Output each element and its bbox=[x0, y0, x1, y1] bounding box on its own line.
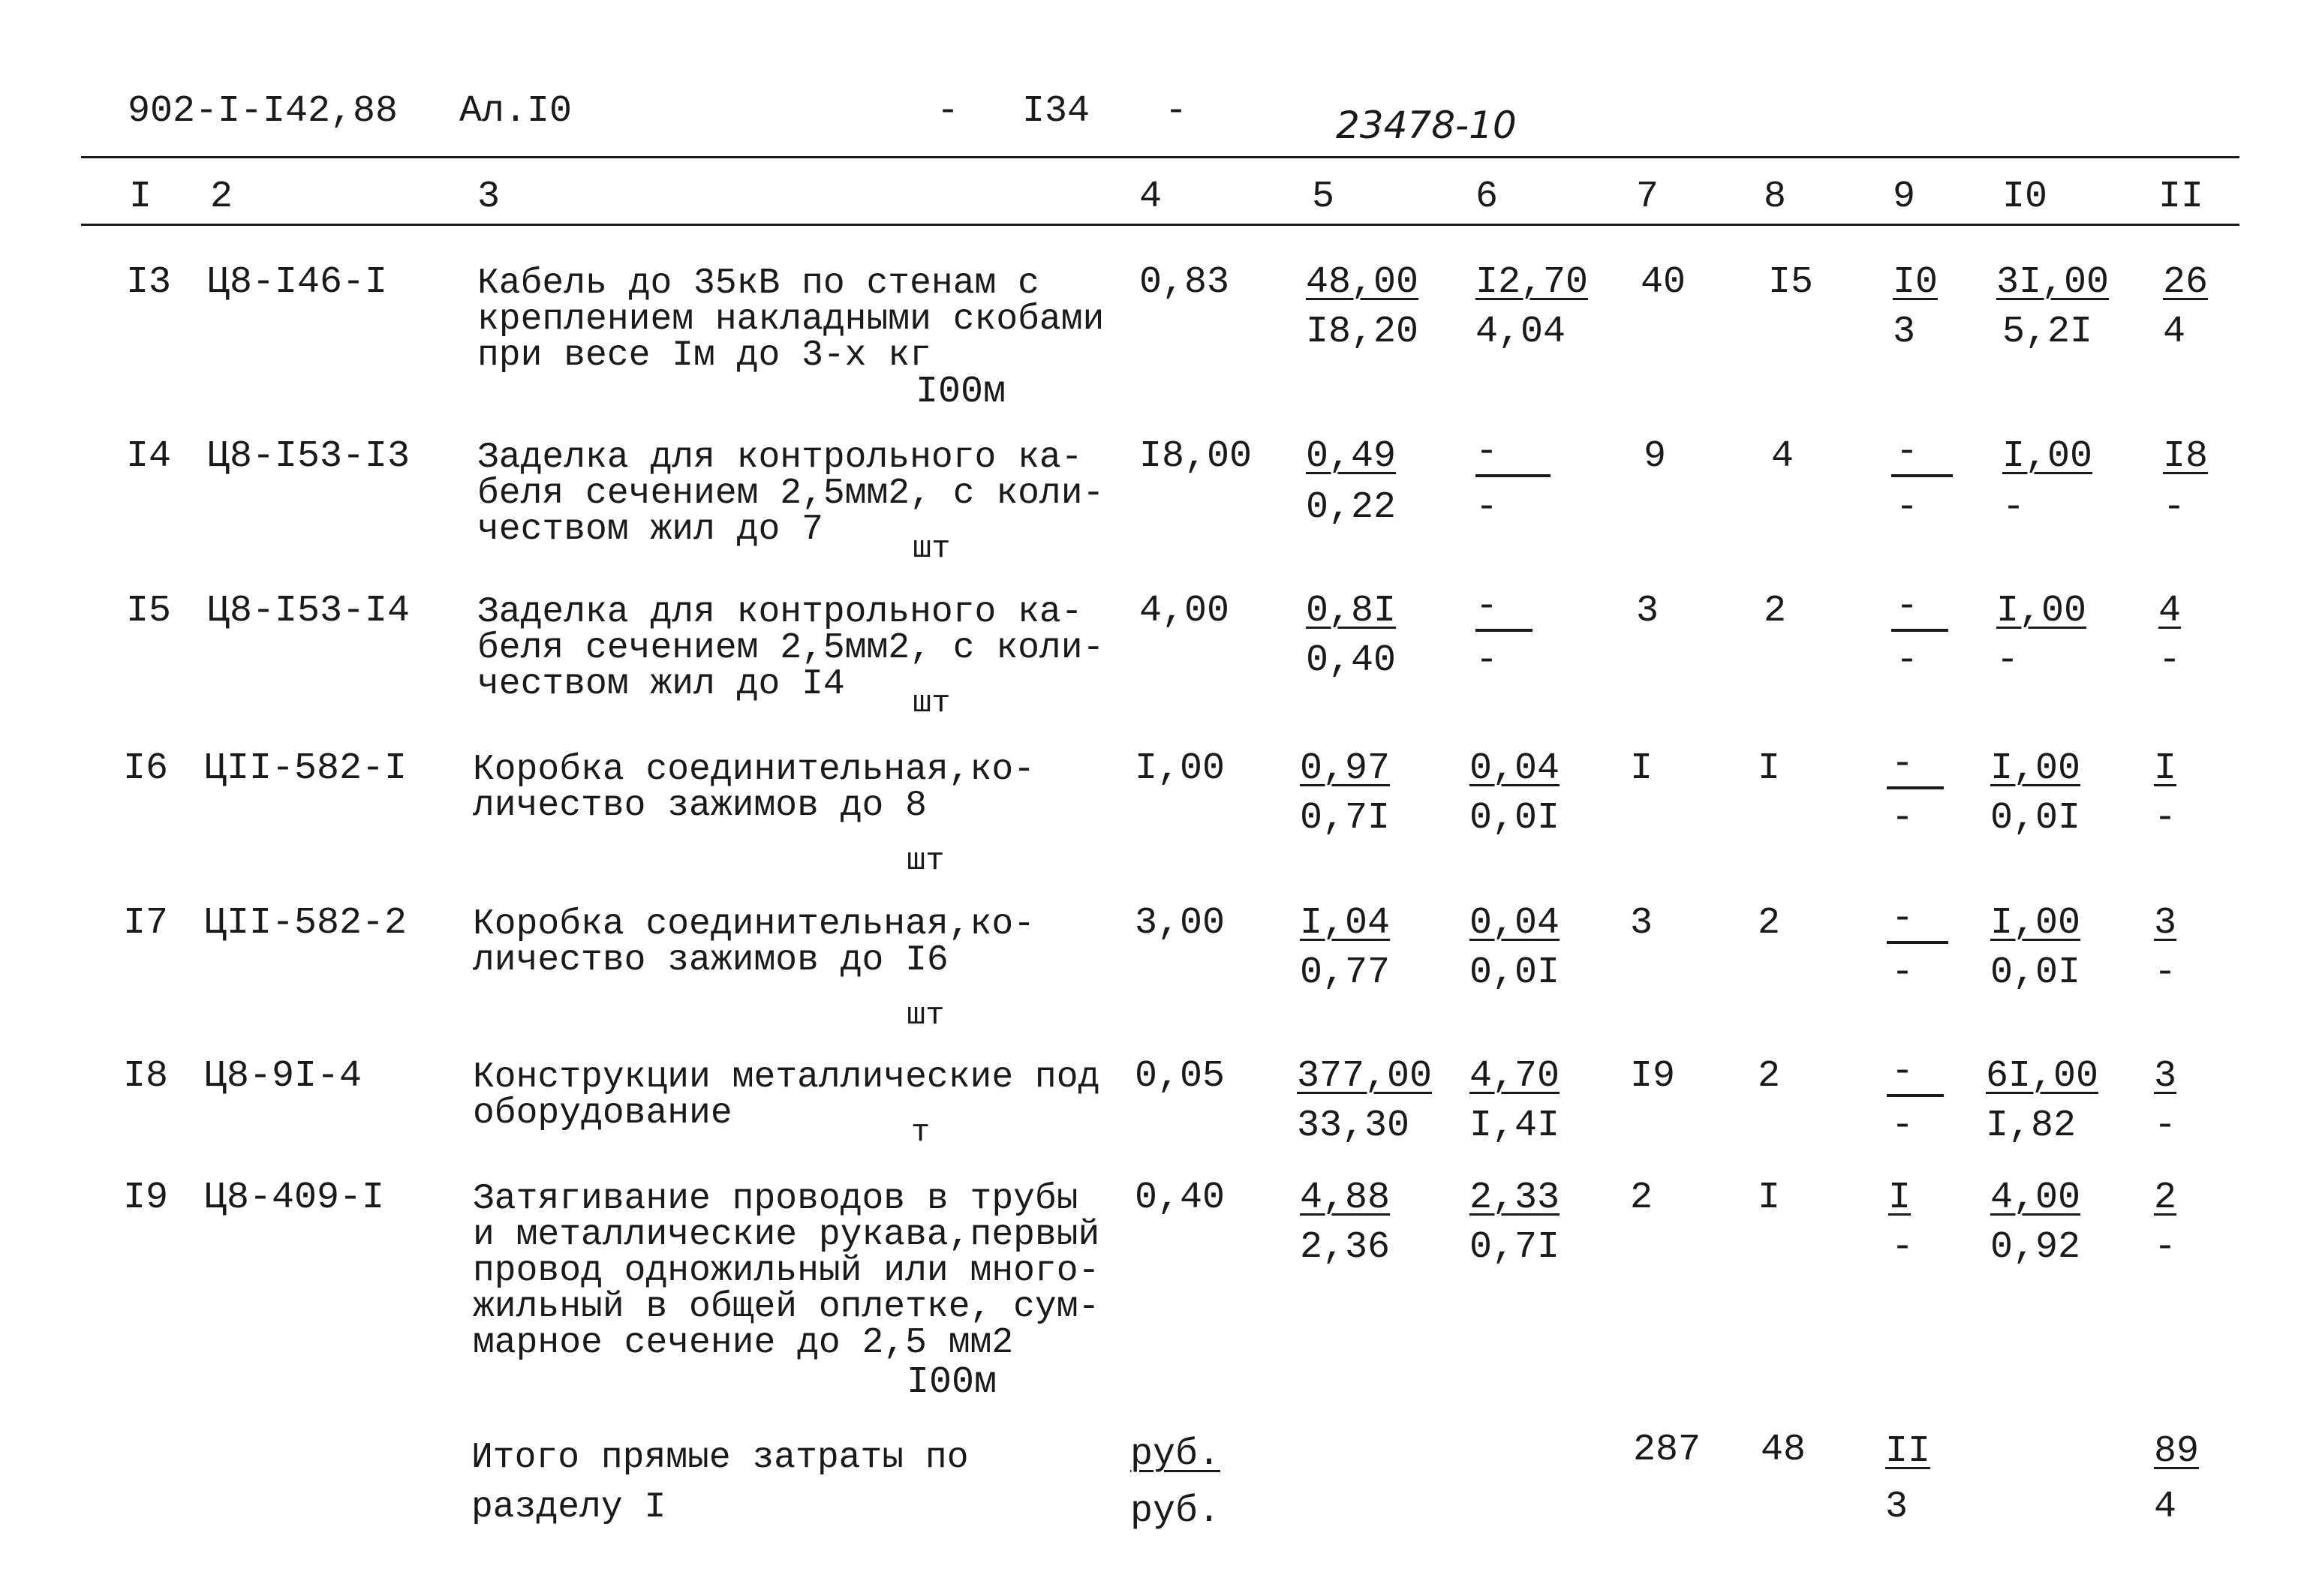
row-unit: шт bbox=[907, 843, 945, 879]
total-unit-top: руб. bbox=[1130, 1433, 1221, 1476]
col5-top: 0,49 bbox=[1306, 435, 1397, 478]
col6-top: - bbox=[1475, 431, 1499, 473]
col9-underline bbox=[1891, 629, 1948, 632]
col11-bottom: - bbox=[2158, 639, 2182, 682]
col-header-2: 2 bbox=[210, 176, 233, 218]
row-number: I6 bbox=[123, 747, 169, 790]
col11-top: 3 bbox=[2154, 902, 2177, 945]
col11-bottom: 4 bbox=[2163, 311, 2186, 353]
col9-bottom: 3 bbox=[1893, 311, 1916, 353]
col-header-3: 3 bbox=[477, 176, 501, 218]
col11-bottom: - bbox=[2163, 486, 2186, 529]
row-code: Ц8-I53-I4 bbox=[207, 590, 411, 633]
col10-bottom: 0,0I bbox=[1990, 951, 2081, 994]
col9-bottom: - bbox=[1896, 486, 1919, 529]
col11-bottom: - bbox=[2154, 951, 2177, 994]
col9-top: - bbox=[1896, 431, 1919, 473]
col6-top: 2,33 bbox=[1469, 1177, 1560, 1219]
col10-bottom: 0,92 bbox=[1990, 1226, 2081, 1269]
row-code: Ц8-9I-4 bbox=[204, 1055, 362, 1098]
col10-top: 6I,00 bbox=[1986, 1055, 2099, 1098]
total-col9-top: II bbox=[1885, 1430, 1931, 1473]
col11-top: I8 bbox=[2163, 435, 2209, 478]
col10-bottom: - bbox=[1996, 639, 2020, 682]
row-description: Кабель до 35кВ по стенам с креплением накладными скобами при весе Iм до 3-х кг bbox=[477, 263, 1105, 376]
total-col11-bottom: 4 bbox=[2154, 1486, 2177, 1528]
col11-top: 3 bbox=[2154, 1055, 2177, 1098]
col6-bottom: - bbox=[1475, 639, 1499, 682]
col8-value: 2 bbox=[1758, 902, 1781, 945]
col-header-11: II bbox=[2158, 176, 2204, 218]
col5-top: 48,00 bbox=[1306, 261, 1419, 304]
col6-bottom: - bbox=[1475, 486, 1499, 529]
col5-top: 4,88 bbox=[1300, 1177, 1391, 1219]
col9-top: - bbox=[1891, 897, 1914, 940]
row-unit: I00м bbox=[916, 371, 1006, 413]
col7-value: I bbox=[1630, 747, 1653, 790]
col5-bottom: 0,22 bbox=[1306, 486, 1397, 529]
col-header-5: 5 bbox=[1312, 176, 1335, 218]
row-unit: шт bbox=[913, 530, 951, 567]
row-quantity: I,00 bbox=[1135, 747, 1226, 790]
col8-value: 2 bbox=[1758, 1055, 1781, 1098]
row-number: I7 bbox=[123, 902, 169, 945]
col-header-10: I0 bbox=[2002, 176, 2048, 218]
col8-value: 4 bbox=[1771, 435, 1794, 478]
col11-bottom: - bbox=[2154, 1226, 2177, 1269]
row-description: Затягивание проводов в трубы и металлические рукава,первый провод одножильный или много- жильный в общей оплетке, сум- марное сечение до 2,5 мм2 bbox=[473, 1179, 1100, 1363]
row-unit: шт bbox=[907, 997, 945, 1033]
col-header-4: 4 bbox=[1139, 176, 1163, 218]
col7-value: 2 bbox=[1630, 1177, 1653, 1219]
sheet-number: Ал.I0 bbox=[459, 90, 573, 133]
col10-top: I,00 bbox=[1990, 902, 2081, 945]
row-number: I3 bbox=[126, 261, 172, 304]
col-header-1: I bbox=[129, 176, 152, 218]
col9-bottom: - bbox=[1896, 639, 1919, 682]
row-description: Заделка для контрольного ка- беля сечением 2,5мм2, с коли- чеством жил до 7 bbox=[477, 437, 1105, 550]
row-quantity: 0,05 bbox=[1135, 1055, 1226, 1098]
col6-bottom: I,4I bbox=[1469, 1105, 1560, 1147]
col10-top: 3I,00 bbox=[1996, 261, 2110, 304]
row-description: Коробка соединительная,ко- личество зажимов до 8 bbox=[473, 750, 1035, 826]
col11-bottom: - bbox=[2154, 1105, 2177, 1147]
col9-top: I0 bbox=[1893, 261, 1939, 304]
col7-value: 9 bbox=[1644, 435, 1667, 478]
row-quantity: 4,00 bbox=[1139, 590, 1230, 633]
total-col7: 287 bbox=[1633, 1429, 1701, 1471]
col7-value: 3 bbox=[1630, 902, 1653, 945]
header-top-rule bbox=[81, 156, 2239, 158]
row-code: Ц8-I53-I3 bbox=[207, 435, 411, 478]
col10-bottom: 5,2I bbox=[2002, 311, 2093, 353]
page-dash-right: - bbox=[1165, 90, 1188, 133]
col-header-9: 9 bbox=[1893, 176, 1916, 218]
row-description: Коробка соединительная,ко- личество зажимов до I6 bbox=[473, 904, 1035, 981]
col5-top: I,04 bbox=[1300, 902, 1391, 945]
row-quantity: 3,00 bbox=[1135, 902, 1226, 945]
col6-underline bbox=[1475, 474, 1551, 477]
col5-bottom: I8,20 bbox=[1306, 311, 1419, 353]
col5-top: 0,8I bbox=[1306, 590, 1397, 633]
col5-bottom: 0,77 bbox=[1300, 951, 1391, 994]
col6-bottom: 0,0I bbox=[1469, 797, 1560, 840]
col5-bottom: 33,30 bbox=[1297, 1105, 1410, 1147]
row-number: I8 bbox=[123, 1055, 169, 1098]
col10-top: 4,00 bbox=[1990, 1177, 2081, 1219]
total-col8: 48 bbox=[1761, 1429, 1806, 1471]
page-dash-left: - bbox=[937, 90, 960, 133]
row-quantity: 0,40 bbox=[1135, 1177, 1226, 1219]
col6-bottom: 4,04 bbox=[1475, 311, 1566, 353]
col5-top: 377,00 bbox=[1297, 1055, 1433, 1098]
col9-top: - bbox=[1891, 743, 1914, 786]
col9-bottom: - bbox=[1891, 1226, 1914, 1269]
col9-underline bbox=[1891, 474, 1953, 477]
row-quantity: 0,83 bbox=[1139, 261, 1230, 304]
page-number: I34 bbox=[1022, 90, 1090, 133]
total-unit-bottom: руб. bbox=[1130, 1490, 1221, 1533]
col10-top: I,00 bbox=[1996, 590, 2087, 633]
col7-value: 3 bbox=[1636, 590, 1659, 633]
col10-bottom: - bbox=[2002, 486, 2026, 529]
col11-top: 26 bbox=[2163, 261, 2209, 304]
col-header-8: 8 bbox=[1764, 176, 1787, 218]
row-description: Заделка для контрольного ка- беля сечением 2,5мм2, с коли- чеством жил до I4 bbox=[477, 592, 1105, 705]
col6-top: 0,04 bbox=[1469, 902, 1560, 945]
col8-value: I bbox=[1758, 1177, 1781, 1219]
col9-top: - bbox=[1896, 585, 1919, 628]
col9-underline bbox=[1887, 786, 1944, 789]
col11-top: I bbox=[2154, 747, 2177, 790]
row-quantity: I8,00 bbox=[1139, 435, 1253, 478]
total-col9-bottom: 3 bbox=[1885, 1486, 1908, 1528]
total-col11-top: 89 bbox=[2154, 1430, 2200, 1473]
col6-bottom: 0,7I bbox=[1469, 1226, 1560, 1269]
col7-value: 40 bbox=[1641, 261, 1686, 304]
col11-top: 2 bbox=[2154, 1177, 2177, 1219]
col10-bottom: I,82 bbox=[1986, 1105, 2077, 1147]
col6-top: - bbox=[1475, 585, 1499, 628]
col9-top: - bbox=[1891, 1050, 1914, 1093]
row-code: Ц8-409-I bbox=[204, 1177, 385, 1219]
row-code: ЦII-582-2 bbox=[204, 902, 408, 945]
col9-underline bbox=[1887, 941, 1948, 944]
col10-top: I,00 bbox=[2002, 435, 2093, 478]
col6-top: 4,70 bbox=[1469, 1055, 1560, 1098]
col11-top: 4 bbox=[2158, 590, 2182, 633]
row-number: I9 bbox=[123, 1177, 169, 1219]
col9-bottom: - bbox=[1891, 951, 1914, 994]
col9-top: I bbox=[1888, 1177, 1911, 1219]
doc-code: 902-I-I42,88 bbox=[128, 90, 399, 133]
col9-bottom: - bbox=[1891, 1105, 1914, 1147]
col8-value: 2 bbox=[1764, 590, 1787, 633]
handwritten-number: 23478-10 bbox=[1336, 104, 1517, 147]
col-header-6: 6 bbox=[1475, 176, 1499, 218]
col-header-7: 7 bbox=[1636, 176, 1659, 218]
col6-top: 0,04 bbox=[1469, 747, 1560, 790]
row-unit: I00м bbox=[907, 1361, 997, 1404]
col8-value: I bbox=[1758, 747, 1781, 790]
col6-bottom: 0,0I bbox=[1469, 951, 1560, 994]
col6-top: I2,70 bbox=[1475, 261, 1589, 304]
col9-underline bbox=[1887, 1094, 1944, 1097]
col11-bottom: - bbox=[2154, 797, 2177, 840]
col5-bottom: 2,36 bbox=[1300, 1226, 1391, 1269]
row-description: Конструкции металлические под оборудование bbox=[473, 1057, 1100, 1134]
total-label: Итого прямые затраты по разделу I bbox=[471, 1438, 969, 1528]
row-number: I5 bbox=[126, 590, 172, 633]
row-code: Ц8-I46-I bbox=[207, 261, 388, 304]
col5-bottom: 0,7I bbox=[1300, 797, 1391, 840]
col5-top: 0,97 bbox=[1300, 747, 1391, 790]
row-code: ЦII-582-I bbox=[204, 747, 408, 790]
row-unit: т bbox=[911, 1114, 931, 1150]
col5-bottom: 0,40 bbox=[1306, 639, 1397, 682]
col6-underline bbox=[1475, 629, 1532, 632]
col7-value: I9 bbox=[1630, 1055, 1676, 1098]
row-unit: шт bbox=[913, 685, 951, 721]
col10-bottom: 0,0I bbox=[1990, 797, 2081, 840]
col8-value: I5 bbox=[1768, 261, 1814, 304]
col10-top: I,00 bbox=[1990, 747, 2081, 790]
header-bottom-rule bbox=[81, 224, 2239, 226]
row-number: I4 bbox=[126, 435, 172, 478]
col9-bottom: - bbox=[1891, 797, 1914, 840]
